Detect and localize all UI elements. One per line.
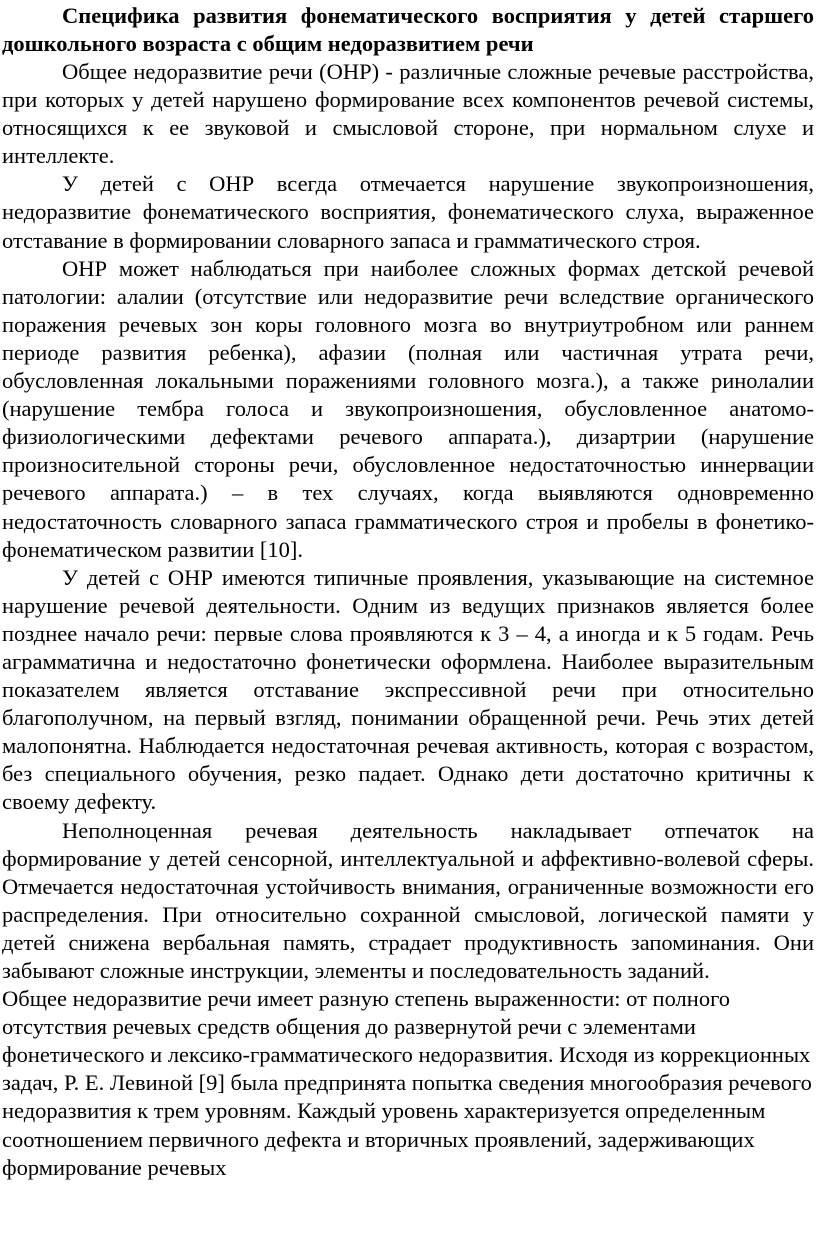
paragraph-onr-levels: Общее недоразвитие речи имеет разную степень выраженности: от полного отсутствия речевых средств общения до развернутой речи с элементами фонетического и лексико-грамматического недоразвития. Исходя из коррекционных задач, Р. Е. Левиной [9] была предпринята попытка сведения многообразия речевого недоразвития к трем уровням. Каждый уровень характеризуется определенным соотношением первичного дефекта и вторичных проявлений, задерживающих формирование речевых xyxy=(2,986,812,1180)
paragraph-onr-definition: Общее недоразвитие речи (ОНР) - различные сложные речевые расстройства, при которых у детей нарушено формирование всех компонентов речевой системы, относящихся к ее звуковой и смысловой стороне, при нормальном слухе и интеллекте. xyxy=(2,59,814,169)
paragraph-onr-symptoms: У детей с ОНР всегда отмечается нарушение звукопроизношения, недоразвитие фонематического восприятия, фонематического слуха, выраженное отставание в формировании словарного запаса и грамматического строя. xyxy=(2,171,814,253)
paragraph-onr-typical-manifestations: У детей с ОНР имеются типичные проявления, указывающие на системное нарушение речевой деятельности. Одним из ведущих признаков является более позднее начало речи: первые слова проявляются к 3 – 4, а иногда и к 5 годам. Речь аграмматична и недостаточно фонетически оформлена. Наиболее выразительным показателем является отставание экспрессивной речи при относительно благополучном, на первый взгляд, понимании обращенной речи. Речь этих детей малопонятна. Наблюдается недостаточная речевая активность, которая с возрастом, без специального обучения, резко падает. Однако дети достаточно критичны к своему дефекту. xyxy=(2,564,814,815)
paragraph-onr-cognitive-effects: Неполноценная речевая деятельность накладывает отпечаток на формирование у детей сенсорной, интеллектуальной и аффективно-волевой сферы. Отмечается недостаточная устойчивость внимания, ограниченные возможности его распределения. При относительно сохранной смысловой, логической памяти у детей снижена вербальная память, страдает продуктивность запоминания. Они забывают сложные инструкции, элементы и последовательность заданий. xyxy=(2,817,814,983)
paragraph-onr-pathology-forms: ОНР может наблюдаться при наиболее сложных формах детской речевой патологии: алалии (отсутствие или недоразвитие речи вследствие органического поражения речевых зон коры головного мозга во внутриутробном или раннем периоде развития ребенка), афазии (полная или частичная утрата речи, обусловленная локальными поражениями головного мозга.), а также ринолалии (нарушение тембра голоса и звукопроизношения, обусловленное анатомо-физиологическими дефектами речевого аппарата.), дизартрии (нарушение произносительной стороны речи, обусловленное недостаточностью иннервации речевого аппарата.) – в тех случаях, когда выявляются одновременно недостаточность словарного запаса грамматического строя и пробелы в фонетико-фонематическом развитии [10]. xyxy=(2,255,814,562)
document-title: Специфика развития фонематического восприятия у детей старшего дошкольного возраста с общим недоразвитием речи xyxy=(2,3,814,56)
